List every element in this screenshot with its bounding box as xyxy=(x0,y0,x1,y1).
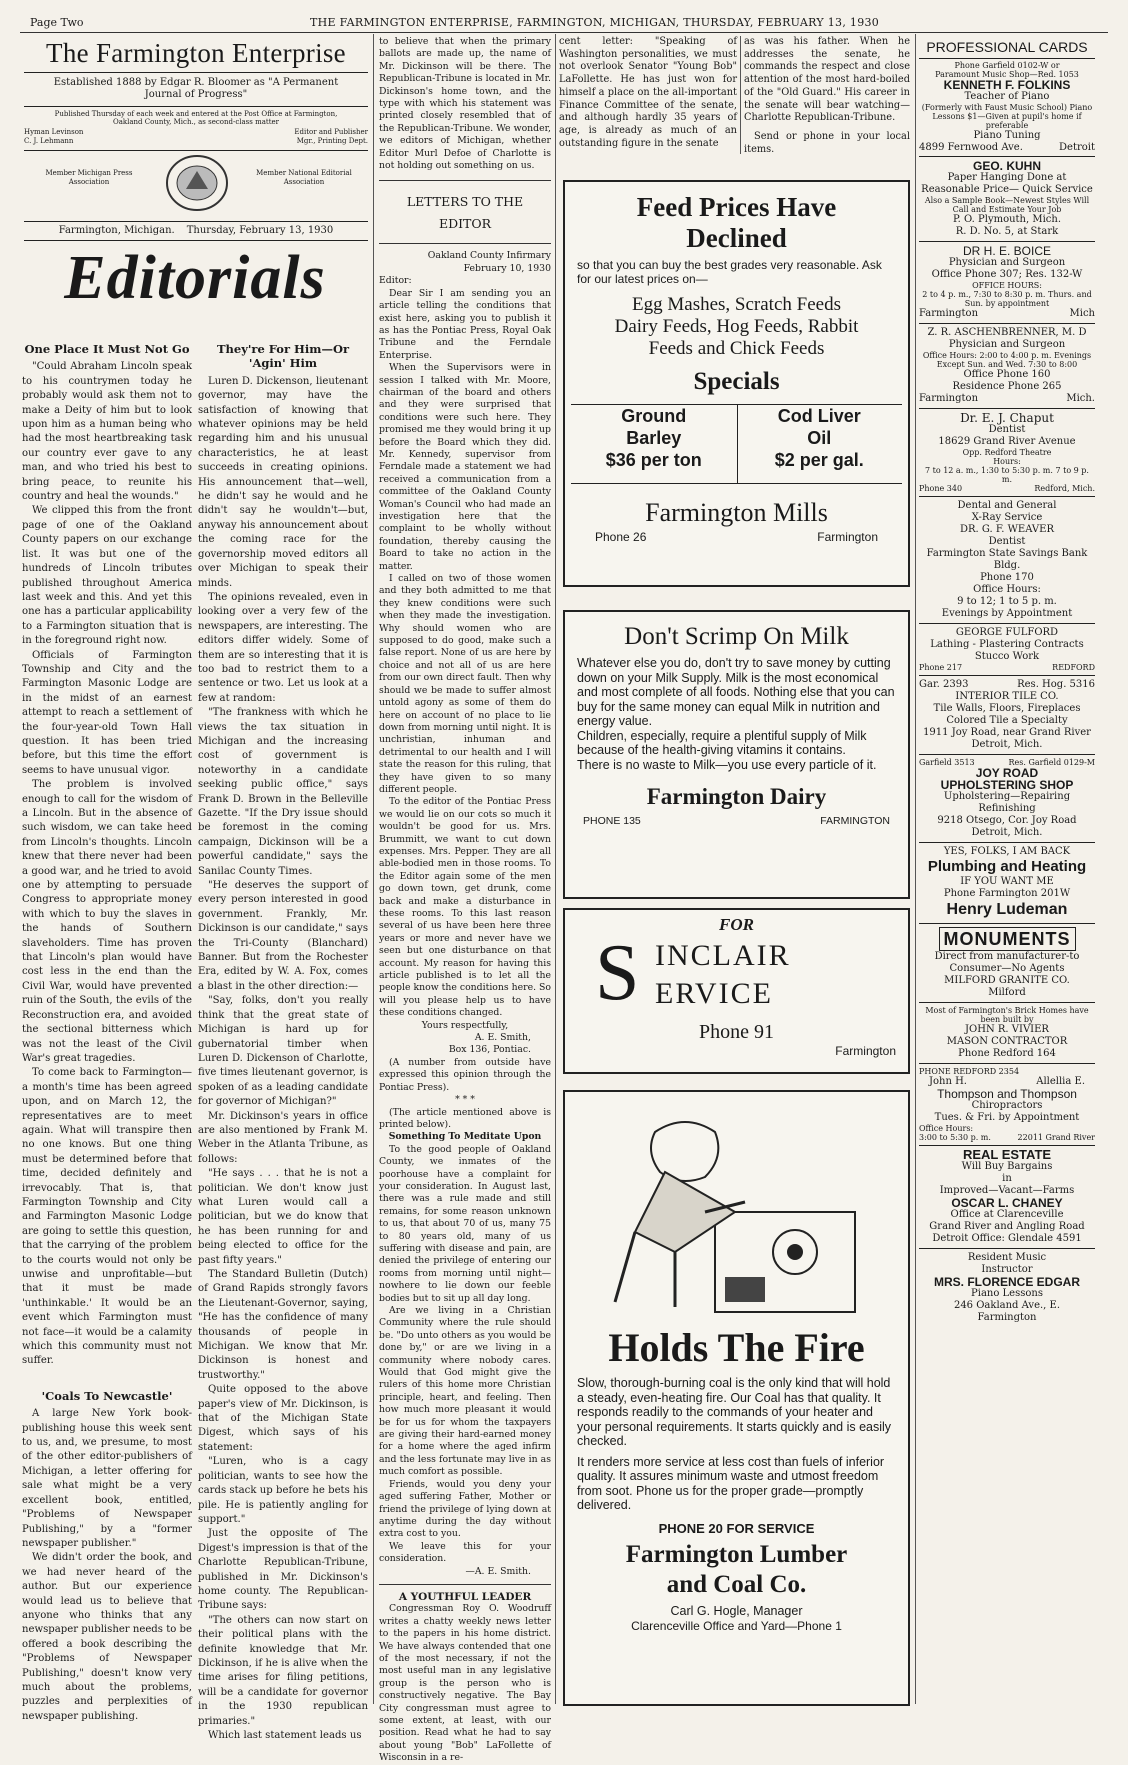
fulford-line-2: Stucco Work xyxy=(974,651,1040,662)
chaney-line-6: Detroit Office: Glendale 4591 xyxy=(932,1233,1082,1244)
masthead-title: The Farmington Enterprise xyxy=(46,38,346,68)
paragraph: The Standard Bulletin (Dutch) of Grand Rapids strongly favors the Lieutenant-Governor, saying, "He has the confidence of many thousands of people in Michigan. We know that Mr. Dickinson is honest and trustworthy." xyxy=(198,1269,368,1381)
paragraph: "The others can now start on their political plans with the definite knowledge that Mr. Dickinson, if he is alive when the time arises for filing petitions, will be a candidate for governor in the 1930 republican primaries." xyxy=(198,1614,368,1727)
staff-row-1 xyxy=(24,128,368,137)
ludeman-name: Henry Ludeman xyxy=(946,901,1068,918)
chaput-footer xyxy=(919,484,1095,493)
fulford-line-1: Lathing - Plastering Contracts xyxy=(930,639,1084,650)
paragraph: "Could Abraham Lincoln speak to his countrymen today he probably would ask them not to make a Deity of him but to look upon him as a human being who had the most heartbreaking task our country ever gave to any man, and who tried his best to bring peace, to reunite his country and heal the wounds." xyxy=(22,361,192,503)
boice-hours-title: OFFICE HOURS: xyxy=(972,281,1042,290)
aschen-residence: Residence Phone 265 xyxy=(952,381,1062,392)
chaput-name: Dr. E. J. Chaput xyxy=(960,411,1054,425)
staff-name: C. J. Lehmann xyxy=(24,137,74,145)
milk-text-3: There is no waste to Milk—you use every particle of it. xyxy=(577,757,877,772)
thompson-days: Tues. & Fri. by Appointment xyxy=(934,1112,1080,1123)
edgar-name: MRS. FLORENCE EDGAR xyxy=(933,1275,1080,1289)
weaver-name: DR. G. F. WEAVER xyxy=(960,524,1054,535)
folio-title: THE FARMINGTON ENTERPRISE, FARMINGTON, MICHIGAN, THURSDAY, FEBRUARY 13, 1930 xyxy=(310,16,880,29)
thompson-address: 22011 Grand River xyxy=(1017,1133,1095,1142)
special-item-2-name: Cod Liver xyxy=(777,406,861,426)
aschen-name: Z. R. ASCHENBRENNER, M. D xyxy=(927,327,1087,338)
mini-column-rule xyxy=(740,36,741,154)
article-title: Something To Meditate Upon xyxy=(388,1131,542,1143)
edgar-line-4: 246 Oakland Ave., E. xyxy=(953,1300,1061,1311)
paragraph: "The frankness with which he views the tax situation in Michigan and the increasing cost of government is noteworthy in a candidate seeking public office," says Frank D. Brown in the Belleville Gazette. "If the Dry issue should be foremost in the coming campaign, Dickinson will be a powerful candidate," says the Sanilac County Times. xyxy=(198,707,368,877)
joyroad-line-3: 9218 Otsego, Cor. Joy Road xyxy=(937,815,1077,826)
joyroad-gar: Garfield 3513 xyxy=(919,758,975,767)
editorial-col-2 xyxy=(198,336,368,1741)
paragraph: as was his father. When he addresses the senate, he commands the respect and close attention of the most hard-boiled of the "Old Guard." His career in the senate will bear watching—Charlotte Republican-Tribune. xyxy=(744,36,910,124)
fulford-town: REDFORD xyxy=(1052,663,1095,672)
editorial-title-1: One Place It Must Not Go xyxy=(24,342,190,356)
edgar-line-2: Instructor xyxy=(981,1264,1033,1275)
vivier-role: MASON CONTRACTOR xyxy=(946,1036,1068,1047)
milk-text-1: Whatever else you do, don't try to save money by cutting down on your Milk Supply. Milk is the most economical and most complete of all foods. Nothing else that you can buy for the same money can equal Milk in nutrition and energy value. xyxy=(577,656,895,728)
coal-company-1: Farmington Lumber xyxy=(625,1540,848,1568)
card-ludeman xyxy=(919,843,1095,923)
card-vivier xyxy=(919,1003,1095,1063)
youthful-title: A YOUTHFUL LEADER xyxy=(398,1590,532,1603)
man-at-furnace-illustration xyxy=(565,1102,908,1322)
special-item-2-price: $2 per gal. xyxy=(774,450,864,470)
letter-note: (A number from outside have expressed this opinion through the Pontiac Press). xyxy=(379,1056,551,1093)
feed-headline-1: Feed Prices Have xyxy=(636,192,837,222)
fulford-phone: Phone 217 xyxy=(919,663,963,672)
paragraph: to believe that when the primary ballots are made up, the name of Mr. Dickinson will be there. The Republican-Tribune is located in Mr. Dickinson's home town, and the type with which his statement was printed closely resembled that of the Republican-Tribune. We wonder, we editors of Michigan, whether Editor Murl Defoe of Charlotte is not holding out something on us. xyxy=(379,36,551,172)
paragraph: "He says . . . that he is not a politician. We don't know just what Luren would call a politician, but we do know that he has been running for and being elected to office for the past fifty years." xyxy=(198,1168,368,1266)
edgar-line-3: Piano Lessons xyxy=(971,1288,1043,1299)
boice-hours: 2 to 4 p. m., 7:30 to 8:30 p. m. Thurs. and Sun. by appointment xyxy=(922,290,1092,308)
paragraph: Luren D. Dickenson, lieutenant governor, may have the satisfaction of knowing that whatever opinions may be held regarding him and his unusual characteristics, he at least succeeds in creating opinions. His announcement that—well, he didn't say he would and he didn't say he wouldn't—but, anyway his announcement about the coming race for the governorship moved editors all over Michigan to speak their minds. xyxy=(198,375,368,589)
paragraph: The problem is involved enough to call for the wisdom of a Lincoln. But in the absence of such wisdom, we can take heed from Lincoln's thoughts. Lincoln knew that there never had been a good war, and he tried to avoid one by attempting to persuade Congress to appropriate money with which to buy the slaves in the hands of Southern slaveholders. Time has proven that Lincoln's plan would have cost less in the end than the Civil War, would have prevented ruin of the South, the evils of the Reconstruction era, and avoided the sectional bitterness which was not the least of the Civil War's great tragedies. xyxy=(22,779,192,1064)
boice-phone: Office Phone 307; Res. 132-W xyxy=(931,269,1083,280)
coal-headline: Holds The Fire xyxy=(608,1325,865,1370)
coal-manager: Carl G. Hogle, Manager xyxy=(670,1603,803,1618)
aschen-role: Physician and Surgeon xyxy=(948,339,1066,350)
special-item-2-name-2: Oil xyxy=(807,428,832,448)
member-michigan-press: Member Michigan Press Association xyxy=(45,169,133,186)
letters-title: LETTERS TO THE EDITOR xyxy=(406,194,524,232)
feed-line-1: Egg Mashes, Scratch Feeds xyxy=(632,294,841,315)
weaver-hours: 9 to 12; 1 to 5 p. m. xyxy=(957,596,1057,607)
thompson-role: Chiropractors xyxy=(971,1100,1043,1111)
joyroad-line-2: Refinishing xyxy=(978,803,1036,814)
monuments-line-3: Milford xyxy=(988,987,1026,998)
masthead xyxy=(24,36,368,236)
letter-salutation: Editor: xyxy=(379,275,412,287)
furnace-icon xyxy=(565,1102,908,1322)
chaput-town: Redford, Mich. xyxy=(1034,484,1095,493)
folkins-phone: Phone Garfield 0102-W or xyxy=(954,61,1060,70)
weaver-bank: Farmington State Savings Bank Bldg. xyxy=(926,548,1088,571)
staff-role: Editor and Publisher xyxy=(294,128,368,136)
chaney-line-1: Will Buy Bargains xyxy=(961,1161,1053,1172)
folkins-note: (Formerly with Faust Music School) Piano Lessons $1—Given at pupil's home if preferable xyxy=(921,103,1093,130)
folkins-address-right: Detroit xyxy=(1059,142,1095,153)
folkins-tuning: Piano Tuning xyxy=(973,130,1041,141)
card-interior-tile xyxy=(919,676,1095,754)
feed-phone: Phone 26 xyxy=(595,530,647,544)
chaney-line-2: in xyxy=(1002,1173,1012,1184)
column-rule xyxy=(915,34,916,1704)
vivier-phone: Phone Redford 164 xyxy=(958,1048,1056,1059)
coal-phone: PHONE 20 FOR SERVICE xyxy=(658,1520,815,1536)
fulford-footer xyxy=(919,663,1095,672)
kuhn-line-2: Also a Sample Book—Newest Styles Will Call and Estimate Your Job xyxy=(924,196,1090,214)
vivier-name: JOHN R. VIVIER xyxy=(965,1024,1049,1035)
interior-gar: Gar. 2393 xyxy=(919,679,969,690)
letter-box: Box 136, Pontiac. xyxy=(448,1044,531,1056)
paragraph: Officials of Farmington Township and City and the Farmington Masonic Lodge are in the midst of an earnest attempt to reach a settlement of the four-year-old Town Hall question. It has been tried before, but this time the effort seems to have unusual vigor. xyxy=(22,649,192,776)
weaver-phone: Phone 170 xyxy=(980,572,1034,583)
letter-sign: A. E. Smith, xyxy=(474,1032,531,1044)
paragraph: I called on two of those women and they both admitted to me that they knew conditions were such when they made the investigation. Why should women who are supposed to do good, make such a false report. None of us are here by choice and not all of us are here from our own direct fault. Then why should we be made to suffer almost untold agony as some of them do here on account of no place to lie down from morning until night. It is unchristian, inhuman and detrimental to our health and I will state the reason for this ruling, that they have given to so many different people. xyxy=(379,573,551,795)
edgar-line-5: Farmington xyxy=(977,1312,1037,1323)
boice-town: Farmington xyxy=(919,308,979,319)
sinclair-town: Farmington xyxy=(835,1044,896,1058)
folkins-address xyxy=(919,142,1095,154)
interior-line-1: Tile Walls, Floors, Fireplaces xyxy=(933,703,1081,714)
article-sign: —A. E. Smith. xyxy=(465,1565,531,1577)
sinclair-logo xyxy=(565,929,908,1017)
feed-line-3: Feeds and Chick Feeds xyxy=(648,338,825,359)
chaput-address: 18629 Grand River Avenue xyxy=(938,436,1076,447)
thompson-left: John H. xyxy=(929,1076,967,1087)
paragraph: We clipped this from the front page of one of the Oakland County papers on our exchange list. It was but one of the hundreds of Lincoln tributes published throughout America last week and this. And yet this one has a particular applicability to a Farmington situation that is in the foreground right now. xyxy=(22,505,192,647)
coal-ad xyxy=(563,1090,910,1706)
boice-name: DR H. E. BOICE xyxy=(962,244,1051,258)
masthead-established: Established 1888 by Edgar R. Bloomer as "A Permanent Journal of Progress" xyxy=(53,77,339,100)
edgar-line-1: Resident Music xyxy=(967,1252,1047,1263)
weaver-evenings: Evenings by Appointment xyxy=(941,608,1073,619)
paragraph: Are we living in a Christian Community where the rule should be. "Do unto others as you would be done by," or are we living in a community where nobody cares. Would that God might give the rulers of this home more Christian principle, heart, and feeling. Then how much more pleasant it would be for us for whom the taxpayers are giving their hard-earned money for a home where the aged infirm and the less fortunate may live in as much comfort as possible. xyxy=(379,1305,551,1478)
paragraph: "Luren, who is a cagy politician, wants to see how the cards stack up before he bets his pile. He is patiently angling for support." xyxy=(198,1456,368,1525)
editorial-title-2: 'Coals To Newcastle' xyxy=(41,1388,173,1403)
joyroad-name-1: JOY ROAD xyxy=(975,766,1039,780)
ludeman-line-2: IF YOU WANT ME xyxy=(960,876,1054,887)
dateline-place: Farmington, Michigan. xyxy=(58,225,175,236)
thompson-name: Thompson and Thompson xyxy=(937,1087,1077,1101)
interior-line-2: Colored Tile a Specialty xyxy=(946,715,1068,726)
kuhn-line-3: P. O. Plymouth, Mich. xyxy=(952,214,1062,225)
joyroad-line-1: Upholstering—Repairing xyxy=(943,791,1071,802)
milk-headline: Don't Scrimp On Milk xyxy=(624,623,849,650)
specials-box xyxy=(571,404,902,483)
aschen-footer xyxy=(919,393,1095,405)
folkins-role: Teacher of Piano xyxy=(964,91,1050,102)
weaver-role: Dentist xyxy=(988,536,1026,547)
paragraph: We didn't order the book, and we had never heard of the author. But our experience would lead us to believe that anyone who thinks that any newspaper publisher needs to be offered a book describing the "Problems of Newspaper Publishing," doesn't know very much about the problems, puzzles and perplexities of newspaper publishing. xyxy=(22,1552,192,1722)
interior-phones xyxy=(919,679,1095,691)
special-item-1-name: Ground xyxy=(621,406,687,426)
interior-line-4: Detroit, Mich. xyxy=(971,739,1043,750)
letter-place: Oakland County Infirmary xyxy=(427,250,551,262)
paragraph: Just the opposite of The Digest's impression is that of the Charlotte Republican-Tribune, published in Mr. Dickinson's home county. The Republican-Tribune says: xyxy=(198,1528,368,1612)
staff-row-2 xyxy=(24,137,368,146)
paragraph: To the good people of Oakland County, we inmates of the poorhouse have a complaint for your consideration. In August last, there was a rule made and still remains, for some reason unknown to us, that about 70 of us, many 75 to 80 years old, many of us suffering with disease and pain, are denied the privilege of entering our rooms from morning until night—nowhere to lie down our feeble bodies but to sit up all day long. xyxy=(379,1143,551,1304)
chaney-line-3: Improved—Vacant—Farms xyxy=(939,1185,1075,1196)
service-word: ERVICE xyxy=(655,977,773,1010)
milk-text-2: Children, especially, require a plentiful supply of Milk because of the health-giving vitamins it contains. xyxy=(577,728,867,757)
card-weaver xyxy=(919,497,1095,623)
feed-headline-2: Declined xyxy=(686,223,787,253)
boice-role: Physician and Surgeon xyxy=(948,257,1066,268)
chaney-title: REAL ESTATE xyxy=(962,1147,1052,1162)
paragraph: Dear Sir I am sending you an article telling the conditions that exist here, asking you to publish it as has the Pontiac Press, Royal Oak Tribune and the Ferndale Enterprise. xyxy=(379,287,551,361)
special-item-1-name-2: Barley xyxy=(626,428,682,448)
joyroad-line-4: Detroit, Mich. xyxy=(971,827,1043,838)
seal-icon xyxy=(164,153,230,213)
professional-cards xyxy=(919,36,1095,1704)
interior-line-3: 1911 Joy Road, near Grand River xyxy=(923,727,1091,738)
thompson-phone: PHONE REDFORD 2354 xyxy=(919,1067,1020,1076)
card-chaput xyxy=(919,409,1095,496)
coal-office: Clarenceville Office and Yard—Phone 1 xyxy=(631,1618,842,1633)
card-chaney xyxy=(919,1146,1095,1248)
ludeman-line-3: Phone Farmington 201W xyxy=(943,888,1071,899)
paragraph: Congressman Roy O. Woodruff writes a chatty weekly news letter to the papers in his home district. We have always contended that one of the most necessary, if not the most useful man in any legislative group is the person who is constructively negative. The Bay City congressman must agree to some extent, at least, with our position. Read what he had to say about young "Bob" LaFollette of Wisconsin in a re- xyxy=(379,1603,551,1764)
boice-state: Mich xyxy=(1069,308,1095,319)
feed-footer xyxy=(565,530,908,545)
ludeman-line-1: Plumbing and Heating xyxy=(927,858,1087,875)
paragraph: The opinions revealed, even in looking over a very few of the newspapers, are interesting. The editors differ widely. Some of them are so interesting that it is too bad to restrict them to a sentence or two. Let us look at a few at random: xyxy=(198,591,368,704)
masthead-published: Published Thursday of each week and entered at the Post Office at Farmington, Oakland County, Mich., as second-class matter xyxy=(54,110,338,126)
paragraph: When the Supervisors were in session I talked with Mr. Moore, chairman of the board and others and they were surprised that conditions were such here. They promised me they would bring it up before the Board which they did. Mr. Kennedy, supervisor from Ferndale made a statement we had received a communication from a committee of the Oakland County Woman's Council who had made an investigation here that the complaint to be wholly without foundation, thereby causing the Board to take no action in the matter. xyxy=(379,362,551,572)
separator-stars: * * * xyxy=(455,1094,475,1106)
paragraph: To the editor of the Pontiac Press we would lie on our cots so much it wouldn't be good for us. Mrs. Brummitt, we want to cut down expenses. Mrs. Pepper. They are all able-bodied men in those rooms. To the Editor again some of the men go down town, get drunk, come back and make a disturbance in these rooms. To this last reason several of us have been here three years or more and never have we seen but one disturbance on that account. My reason for having this article published is to let all the people know the conditions here. So will you please help us to have these conditions changed. xyxy=(379,796,551,1019)
member-national-editorial: Member National Editorial Association xyxy=(256,169,352,186)
thompson-hours-title: Office Hours: xyxy=(919,1124,974,1133)
chaput-opp: Opp. Redford Theatre xyxy=(962,448,1052,457)
joyroad-name-2: UPHOLSTERING SHOP xyxy=(940,778,1074,792)
monuments-line-1: Direct from manufacturer-to Consumer—No Agents xyxy=(934,951,1080,974)
paragraph: cent letter: "Speaking of Washington personalities, we must not overlook Senator "Young Bob" LaFollette. He has just won for himself a place on the all-important Finance Committee of the senate, and although hardly 35 years of age, is already as much of an outstanding figure in the senate xyxy=(559,36,737,149)
aschen-office: Office Phone 160 xyxy=(963,369,1051,380)
chaney-name: OSCAR L. CHANEY xyxy=(951,1196,1063,1210)
page-number: Page Two xyxy=(30,16,84,29)
boice-footer xyxy=(919,308,1095,320)
joyroad-res: Res. Garfield 0129-M xyxy=(1008,758,1095,767)
weaver-line-1: Dental and General xyxy=(957,500,1057,511)
continuation-right xyxy=(744,36,910,156)
milk-town: FARMINGTON xyxy=(820,815,890,827)
kuhn-name: GEO. KUHN xyxy=(972,159,1041,173)
interior-res: Res. Hog. 5316 xyxy=(1017,679,1095,690)
coal-company-2: and Coal Co. xyxy=(666,1570,807,1598)
ludeman-line-0: YES, FOLKS, I AM BACK xyxy=(943,846,1071,857)
aschen-town: Farmington xyxy=(919,393,979,404)
paragraph: To come back to Farmington—a month's time has been agreed upon, and on March 12, the representatives are to meet again. What will transpire then no one knows. But one thing must be determined before that time, decided definitely and irrevocably. That is, that Farmington Township and City and Farmington Masonic Lodge are going to settle this question, that the carrying of the problem to the courts would not only be unwise and unprofitable—but that it must be made 'unthinkable.' It would be an event which Farmington must not face—it would be a calamity which this community must not suffer. xyxy=(22,1067,192,1367)
editorial-col-1 xyxy=(22,336,192,1722)
continuation-left xyxy=(559,36,737,156)
weaver-line-2: X-Ray Service xyxy=(971,512,1043,523)
card-monuments xyxy=(919,924,1095,1002)
editorials-heading: Editorials xyxy=(64,244,326,312)
sinclair-word: INCLAIR xyxy=(655,939,791,972)
card-joy-road xyxy=(919,755,1095,842)
sinclair-ad xyxy=(563,908,910,1074)
thompson-hours: 3:00 to 5:30 p. m. xyxy=(919,1133,991,1142)
cards-header: PROFESSIONAL CARDS xyxy=(926,39,1088,55)
interior-name: INTERIOR TILE CO. xyxy=(955,691,1059,702)
kuhn-line-1: Paper Hanging Done at Reasonable Price— Quick Service xyxy=(921,172,1093,195)
aschen-state: Mich. xyxy=(1066,393,1095,404)
sinclair-big-s: S xyxy=(595,929,640,1017)
paragraph: "Say, folks, don't you really think that the great state of Michigan is hard up for gubernatorial timber when Luren D. Dickenson of Charlotte, five times lieutenant governor, is spoken of as a leading candidate for governor of Michigan?" xyxy=(198,995,368,1108)
dateline xyxy=(24,224,368,238)
paragraph: Which last statement leads us xyxy=(208,1730,362,1741)
paragraph: A large New York book-publishing house this week sent to us, and, we presume, to most of the other editor-publishers of Michigan, a letter offering for sale what might be a very excellent book, entitled, "Problems of Newspaper Publishing," by a "former newspaper publisher." xyxy=(22,1408,192,1549)
feed-town: Farmington xyxy=(817,530,878,544)
sinclair-for: FOR xyxy=(719,915,754,934)
milk-company: Farmington Dairy xyxy=(646,784,827,809)
editorial-title-3: They're For Him—Or 'Agin' Him xyxy=(216,342,350,371)
milk-ad xyxy=(563,610,910,899)
paragraph: Mr. Dickinson's years in office are also mentioned by Frank M. Weber in the Atlanta Tribune, as follows: xyxy=(198,1110,368,1165)
folkins-shop: Paramount Music Shop—Red. 1053 xyxy=(935,70,1079,79)
column-rule xyxy=(373,34,374,1704)
fulford-name: GEORGE FULFORD xyxy=(955,627,1059,638)
staff-role: Mgr., Printing Dept. xyxy=(296,137,368,145)
feed-prices-ad xyxy=(563,180,910,587)
chaput-phone: Phone 340 xyxy=(919,484,963,493)
thompson-right: Allellia E. xyxy=(1036,1076,1085,1087)
card-boice xyxy=(919,242,1095,323)
staff-name: Hyman Levinson xyxy=(24,128,84,136)
page-folio xyxy=(20,14,1108,33)
chaney-line-4: Office at Clarenceville xyxy=(950,1209,1064,1220)
letter-date: February 10, 1930 xyxy=(463,262,551,274)
monuments-title: MONUMENTS xyxy=(939,927,1076,951)
milk-phone: PHONE 135 xyxy=(583,815,641,827)
card-folkins xyxy=(919,59,1095,156)
paragraph: Quite opposed to the above paper's view of Mr. Dickinson, is that of the Michigan State Digest, which says of his statement: xyxy=(198,1384,368,1453)
paragraph: "He deserves the support of every person interested in good government. Frankly, Mr. Dickinson is our candidate," says the Tri-County (Blanchard) Banner. But from the Rochester Era, edited by W. A. Fox, comes a blast in the other direction:— xyxy=(198,880,368,992)
coal-text-1: Slow, thorough-burning coal is the only kind that will hold a steady, even-heating fire. Our Coal has that quality. It responds readily to the commands of your heater and your personal requirements. It starts quickly and is easily checked. xyxy=(577,1376,892,1448)
letter-closing: Yours respectfully, xyxy=(421,1019,509,1031)
chaput-role: Dentist xyxy=(988,424,1026,435)
folkins-name: KENNETH F. FOLKINS xyxy=(943,78,1071,92)
kuhn-line-4: R. D. No. 5, at Stark xyxy=(955,226,1059,237)
feed-sub: so that you can buy the best grades very reasonable. Ask for our latest prices on— xyxy=(577,258,882,286)
special-item-1-price: $36 per ton xyxy=(605,450,702,470)
chaney-line-5: Grand River and Angling Road xyxy=(929,1221,1085,1232)
monuments-line-2: MILFORD GRANITE CO. xyxy=(944,975,1070,986)
card-edgar xyxy=(919,1249,1095,1327)
feed-specials: Specials xyxy=(693,368,780,395)
press-seal xyxy=(164,153,230,213)
sinclair-phone: Phone 91 xyxy=(699,1021,774,1043)
card-aschenbrenner xyxy=(919,324,1095,408)
card-kuhn xyxy=(919,157,1095,241)
feed-line-2: Dairy Feeds, Hog Feeds, Rabbit xyxy=(614,316,859,337)
thompson-hours-row xyxy=(919,1133,1095,1142)
aschen-hours: Office Hours: 2:00 to 4:00 p. m. Evenings Except Sun. and Wed. 7:30 to 8:00 xyxy=(922,351,1092,369)
vivier-line-0: Most of Farmington's Brick Homes have been built by xyxy=(925,1006,1089,1024)
milk-footer xyxy=(565,814,908,829)
dateline-date: Thursday, February 13, 1930 xyxy=(186,225,334,236)
paragraph: Friends, would you deny your aged suffering Father, Mother or friend the privilege of lying down at anytime during the day without extra cost to you. xyxy=(379,1478,551,1540)
send-items-note: Send or phone in your local items. xyxy=(744,130,910,155)
letters-column xyxy=(379,36,551,1764)
chaput-hours: 7 to 12 a. m., 1:30 to 5:30 p. m. 7 to 9 p. m. xyxy=(925,466,1089,484)
card-fulford xyxy=(919,624,1095,675)
article-note: (The article mentioned above is printed below). xyxy=(379,1106,551,1130)
feed-company: Farmington Mills xyxy=(645,498,828,527)
weaver-hours-title: Office Hours: xyxy=(973,584,1041,595)
coal-text-2: It renders more service at less cost than fuels of inferior quality. It assures minimum waste and utmost freedom from soot. Phone us for the proper grade—promptly delivered. xyxy=(577,1454,885,1512)
card-thompson xyxy=(919,1064,1095,1145)
folkins-address-left: 4899 Fernwood Ave. xyxy=(919,142,1023,153)
column-rule xyxy=(555,34,556,1704)
chaput-hours-title: Hours: xyxy=(993,457,1021,466)
paragraph: We leave this for your consideration. xyxy=(379,1540,551,1565)
